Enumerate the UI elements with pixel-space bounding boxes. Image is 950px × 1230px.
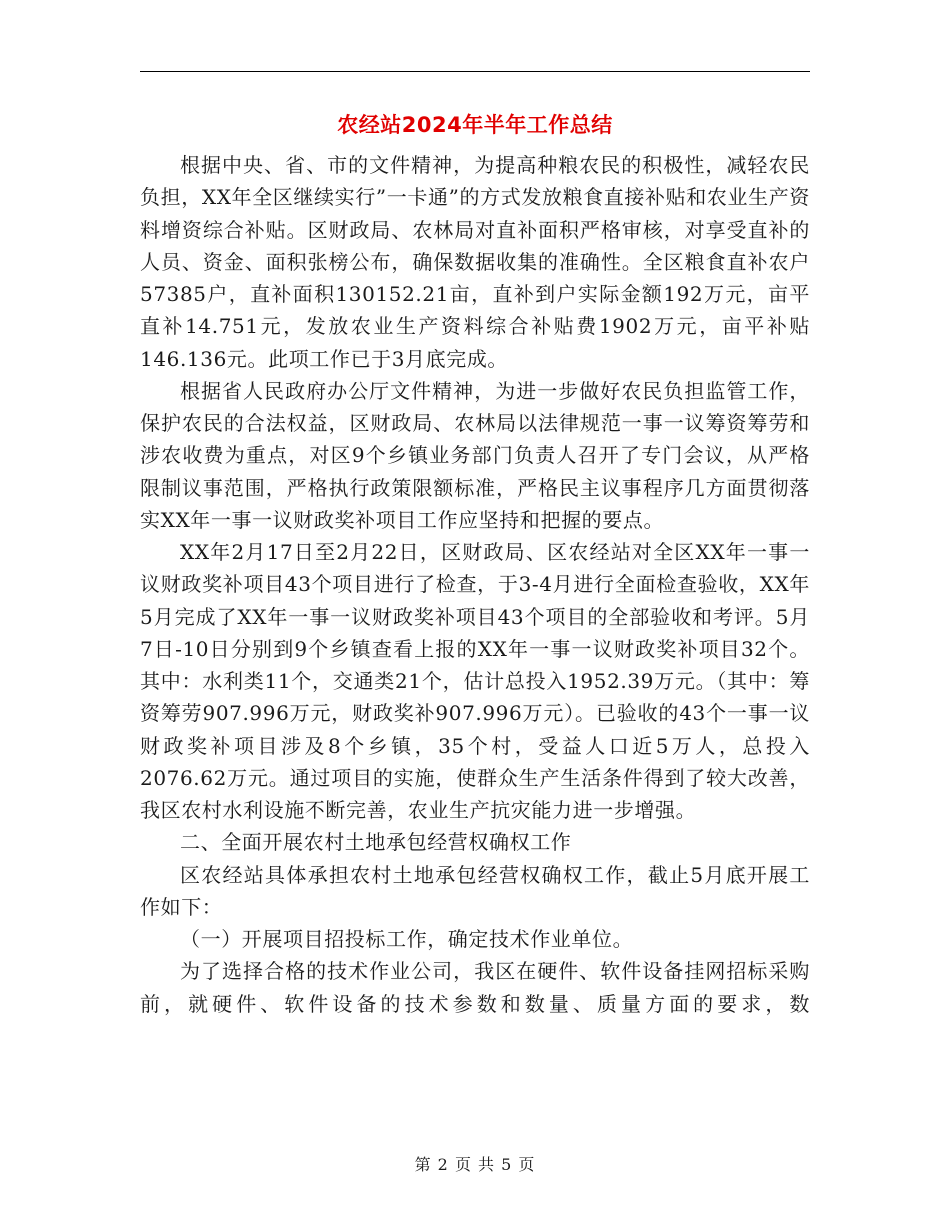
section-heading-land-rights: 二、全面开展农村土地承包经营权确权工作 xyxy=(180,830,572,855)
header-rule xyxy=(140,71,810,72)
paragraph-bidding: 为了选择合格的技术作业公司，我区在硬件、软件设备挂网招标采购前，就硬件、软件设备的技术参数和数量、质量方面的要求，数 xyxy=(140,959,810,1016)
paragraph-direct-subsidy: 根据中央、省、市的文件精神，为提高种粮农民的积极性，减轻农民负担，XX年全区继续实行”一卡通”的方式发放粮食直接补贴和农业生产资料增资综合补贴。区财政局、农林局对直补面积严格审核，对享受直补的人员、资金、面积张榜公布，确保数据收集的准确性。全区粮食直补农户57385户，直补面积130152.21亩，直补到户实际金额192万元，亩平直补14.751元，发放农业生产资料综合补贴费1902万元，亩平补贴146.136元。此项工作已于3月底完成。 xyxy=(140,153,810,371)
document-title: 农经站2024年半年工作总结 xyxy=(337,113,613,137)
subsection-heading-bidding: （一）开展项目招投标工作，确定技术作业单位。 xyxy=(180,927,634,951)
paragraph-farmer-burden: 根据省人民政府办公厅文件精神，为进一步做好农民负担监管工作，保护农民的合法权益，区财政局、农林局以法律规范一事一议筹资筹劳和涉农收费为重点，对区9个乡镇业务部门负责人召开了专门会议，从严格限制议事范围，严格执行政策限额标准，严格民主议事程序几方面贯彻落实XX年一事一议财政奖补项目工作应坚持和把握的要点。 xyxy=(140,378,810,532)
page-number-footer: 第 2 页 共 5 页 xyxy=(414,1155,536,1174)
paragraph-land-rights-intro: 区农经站具体承担农村土地承包经营权确权工作，截止5月底开展工作如下： xyxy=(140,862,810,919)
document-body xyxy=(140,149,810,1020)
paragraph-project-inspection: XX年2月17日至2月22日，区财政局、区农经站对全区XX年一事一议财政奖补项目43个项目进行了检查，于3-4月进行全面检查验收，XX年5月完成了XX年一事一议财政奖补项目43个项目的全部验收和考评。5月7日-10日分别到9个乡镇查看上报的XX年一事一议财政奖补项目32个。其中：水利类11个，交通类21个，估计总投入1952.39万元。（其中：筹资筹劳907.996万元，财政奖补907.996万元）。已验收的43个一事一议财政奖补项目涉及8个乡镇，35个村，受益人口近5万人，总投入2076.62万元。通过项目的实施，使群众生产生活条件得到了较大改善，我区农村水利设施不断完善，农业生产抗灾能力进一步增强。 xyxy=(140,540,810,822)
